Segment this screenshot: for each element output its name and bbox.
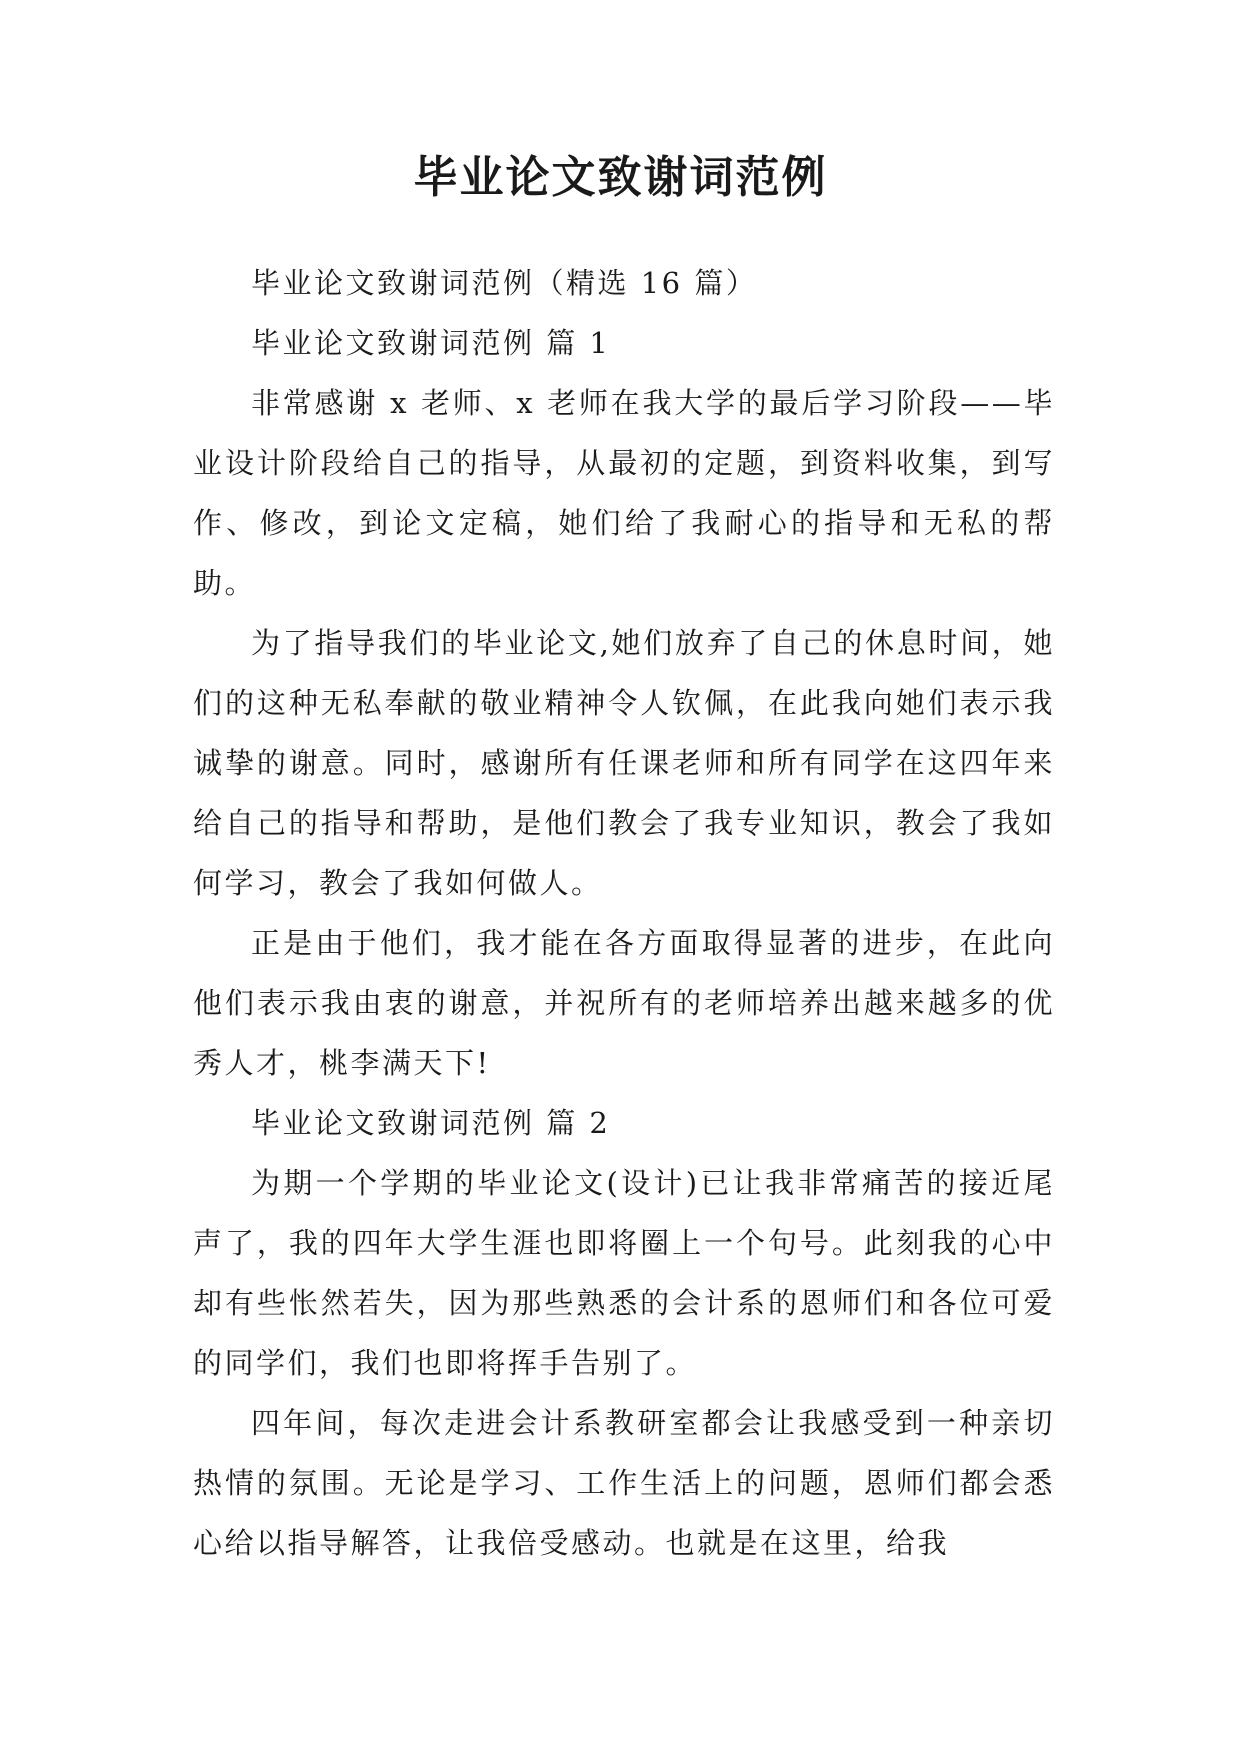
document-body: [193, 253, 1055, 1573]
subtitle-paragraph: 毕业论文致谢词范例（精选 16 篇）: [251, 266, 758, 300]
body-paragraph: 正是由于他们，我才能在各方面取得显著的进步，在此向他们表示我由衷的谢意，并祝所有的老师培养出越来越多的优秀人才，桃李满天下!: [193, 926, 1055, 1080]
section-heading-2: 毕业论文致谢词范例 篇 2: [251, 1106, 611, 1140]
body-paragraph: 四年间，每次走进会计系教研室都会让我感受到一种亲切热情的氛围。无论是学习、工作生活上的问题，恩师们都会悉心给以指导解答，让我倍受感动。也就是在这里，给我: [193, 1406, 1055, 1560]
document-title: 毕业论文致谢词范例: [413, 152, 828, 203]
body-paragraph: 为了指导我们的毕业论文,她们放弃了自己的休息时间，她们的这种无私奉献的敬业精神令人钦佩，在此我向她们表示我诚挚的谢意。同时，感谢所有任课老师和所有同学在这四年来给自己的指导和帮助，是他们教会了我专业知识，教会了我如何学习，教会了我如何做人。: [193, 626, 1055, 900]
body-paragraph: 为期一个学期的毕业论文(设计)已让我非常痛苦的接近尾声了，我的四年大学生涯也即将圈上一个句号。此刻我的心中却有些怅然若失，因为那些熟悉的会计系的恩师们和各位可爱的同学们，我们也即将挥手告别了。: [193, 1166, 1055, 1380]
body-paragraph: 非常感谢 x 老师、x 老师在我大学的最后学习阶段——毕业设计阶段给自己的指导，从最初的定题，到资料收集，到写作、修改，到论文定稿，她们给了我耐心的指导和无私的帮助。: [193, 386, 1055, 600]
section-heading-1: 毕业论文致谢词范例 篇 1: [251, 326, 611, 360]
